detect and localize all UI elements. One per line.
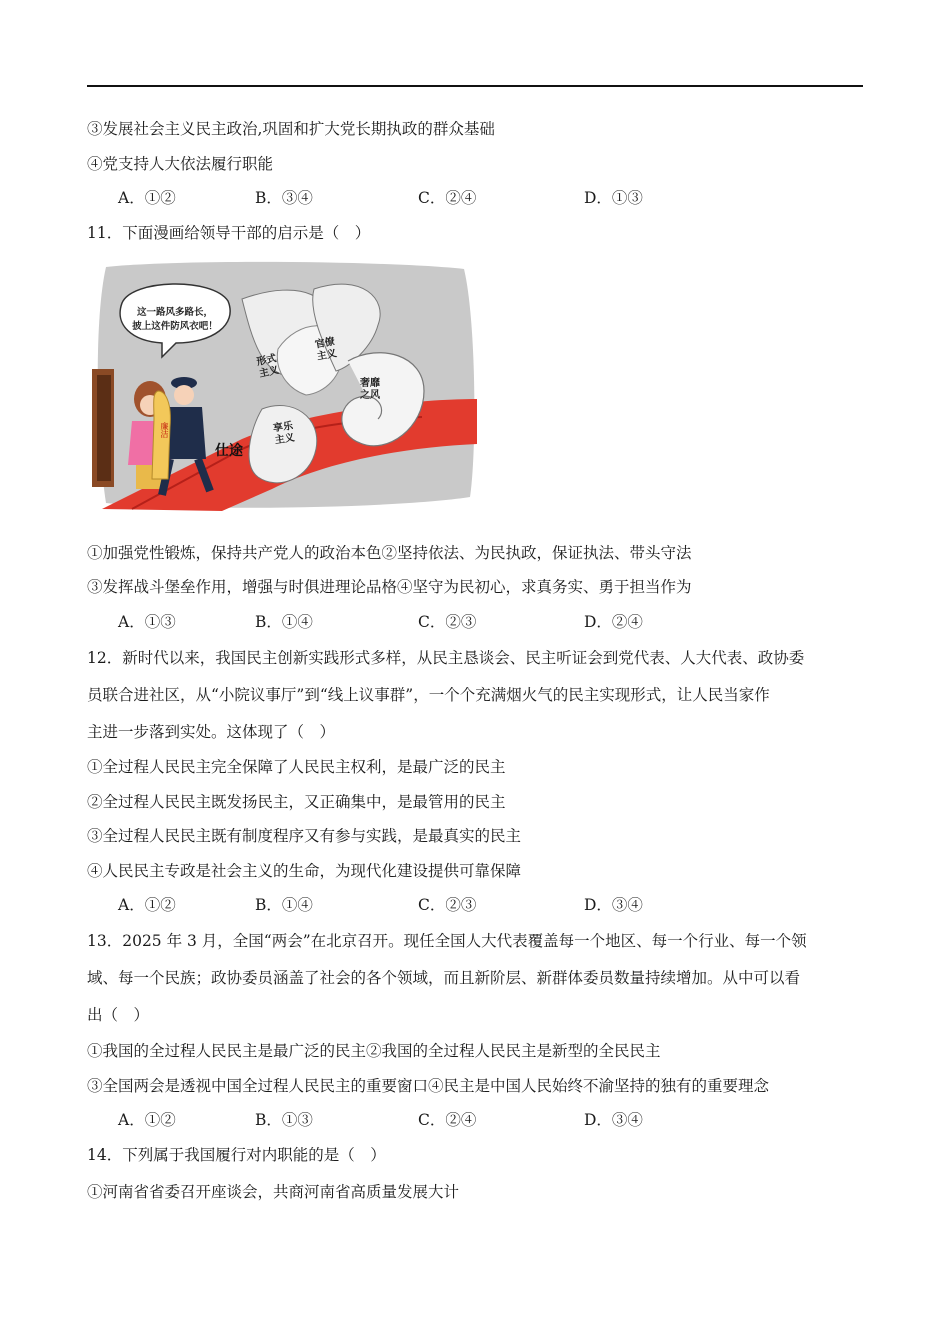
q13-option-b[interactable]: B．①③: [255, 1111, 313, 1129]
q10-statement-3: ③发展社会主义民主政治,巩固和扩大党长期执政的群众基础: [87, 120, 495, 138]
q12-option-b[interactable]: B．①④: [255, 896, 313, 914]
q14-stem: 14．下列属于我国履行对内职能的是（ ）: [87, 1146, 386, 1164]
q14-statement-1: ①河南省省委召开座谈会，共商河南省高质量发展大计: [87, 1183, 460, 1201]
q10-option-a[interactable]: A．①②: [118, 189, 176, 207]
q11-option-c[interactable]: C．②③: [418, 613, 477, 631]
road-label: 仕途: [215, 443, 243, 459]
wind-label-hedonism: 享乐 主义: [272, 420, 296, 447]
q12-statement-3: ③全过程人民民主既有制度程序又有参与实践，是最真实的民主: [87, 827, 522, 845]
q12-option-a[interactable]: A．①②: [118, 896, 176, 914]
q10-option-d[interactable]: D．①③: [584, 189, 643, 207]
sash-label: 廉洁: [160, 422, 169, 438]
wind-label-formalism: 形式 主义: [255, 353, 281, 380]
q12-statement-1: ①全过程人民民主完全保障了人民民主权利，是最广泛的民主: [87, 758, 506, 776]
q13-option-c[interactable]: C．②④: [418, 1111, 477, 1129]
q11-option-b[interactable]: B．①④: [255, 613, 313, 631]
q10-statement-4: ④党支持人大依法履行职能: [87, 155, 274, 173]
q10-option-b[interactable]: B．③④: [255, 189, 313, 207]
q12-statement-2: ②全过程人民民主既发扬民主，又正确集中，是最管用的民主: [87, 793, 506, 811]
q12-stem-line-1: 12．新时代以来，我国民主创新实践形式多样，从民主恳谈会、民主听证会到党代表、人大代表、政协委: [87, 649, 805, 667]
q11-cartoon: [92, 259, 477, 511]
q13-statement-3-4: ③全国两会是透视中国全过程人民民主的重要窗口④民主是中国人民始终不渝坚持的独有的重要理念: [87, 1077, 770, 1095]
q11-statement-3-4: ③发挥战斗堡垒作用，增强与时俱进理论品格④坚守为民初心，求真务实、勇于担当作为: [87, 578, 692, 596]
q13-stem-line-2: 域、每一个民族；政协委员涵盖了社会的各个领域，而且新阶层、新群体委员数量持续增加。从中可以看: [87, 969, 801, 987]
q13-option-a[interactable]: A．①②: [118, 1111, 176, 1129]
q11-stem: 11．下面漫画给领导干部的启示是（ ）: [87, 224, 371, 242]
q11-statement-1-2: ①加强党性锻炼，保持共产党人的政治本色②坚持依法、为民执政，保证执法、带头守法: [87, 544, 692, 562]
wind-label-bureaucratism: 官僚 主义: [314, 336, 338, 363]
q11-option-d[interactable]: D．②④: [584, 613, 643, 631]
q12-stem-line-3: 主进一步落到实处。这体现了（ ）: [87, 723, 336, 741]
speech-line-2: 披上这件防风衣吧！: [132, 321, 218, 332]
q12-option-d[interactable]: D．③④: [584, 896, 643, 914]
q13-stem-line-1: 13．2025 年 3 月，全国“两会”在北京召开。现任全国人大代表覆盖每一个地区、每一个行业、每一个领: [87, 932, 807, 950]
q13-statement-1-2: ①我国的全过程人民民主是最广泛的民主②我国的全过程人民民主是新型的全民民主: [87, 1042, 661, 1060]
q11-option-a[interactable]: A．①③: [118, 613, 176, 631]
q12-statement-4: ④人民民主专政是社会主义的生命，为现代化建设提供可靠保障: [87, 862, 522, 880]
q12-stem-line-2: 员联合进社区，从“小院议事厅”到“线上议事群”，一个个充满烟火气的民主实现形式，让人民当家作: [87, 686, 770, 704]
speech-line-1: 这一路风多路长，: [136, 307, 213, 318]
q13-option-d[interactable]: D．③④: [584, 1111, 643, 1129]
q12-option-c[interactable]: C．②③: [418, 896, 477, 914]
q10-option-c[interactable]: C．②④: [418, 189, 477, 207]
q13-stem-line-3: 出（ ）: [87, 1006, 150, 1024]
wind-label-extravagance: 奢靡 之风: [360, 378, 380, 401]
officer-figure: [166, 407, 206, 459]
header-rule: [87, 85, 863, 87]
